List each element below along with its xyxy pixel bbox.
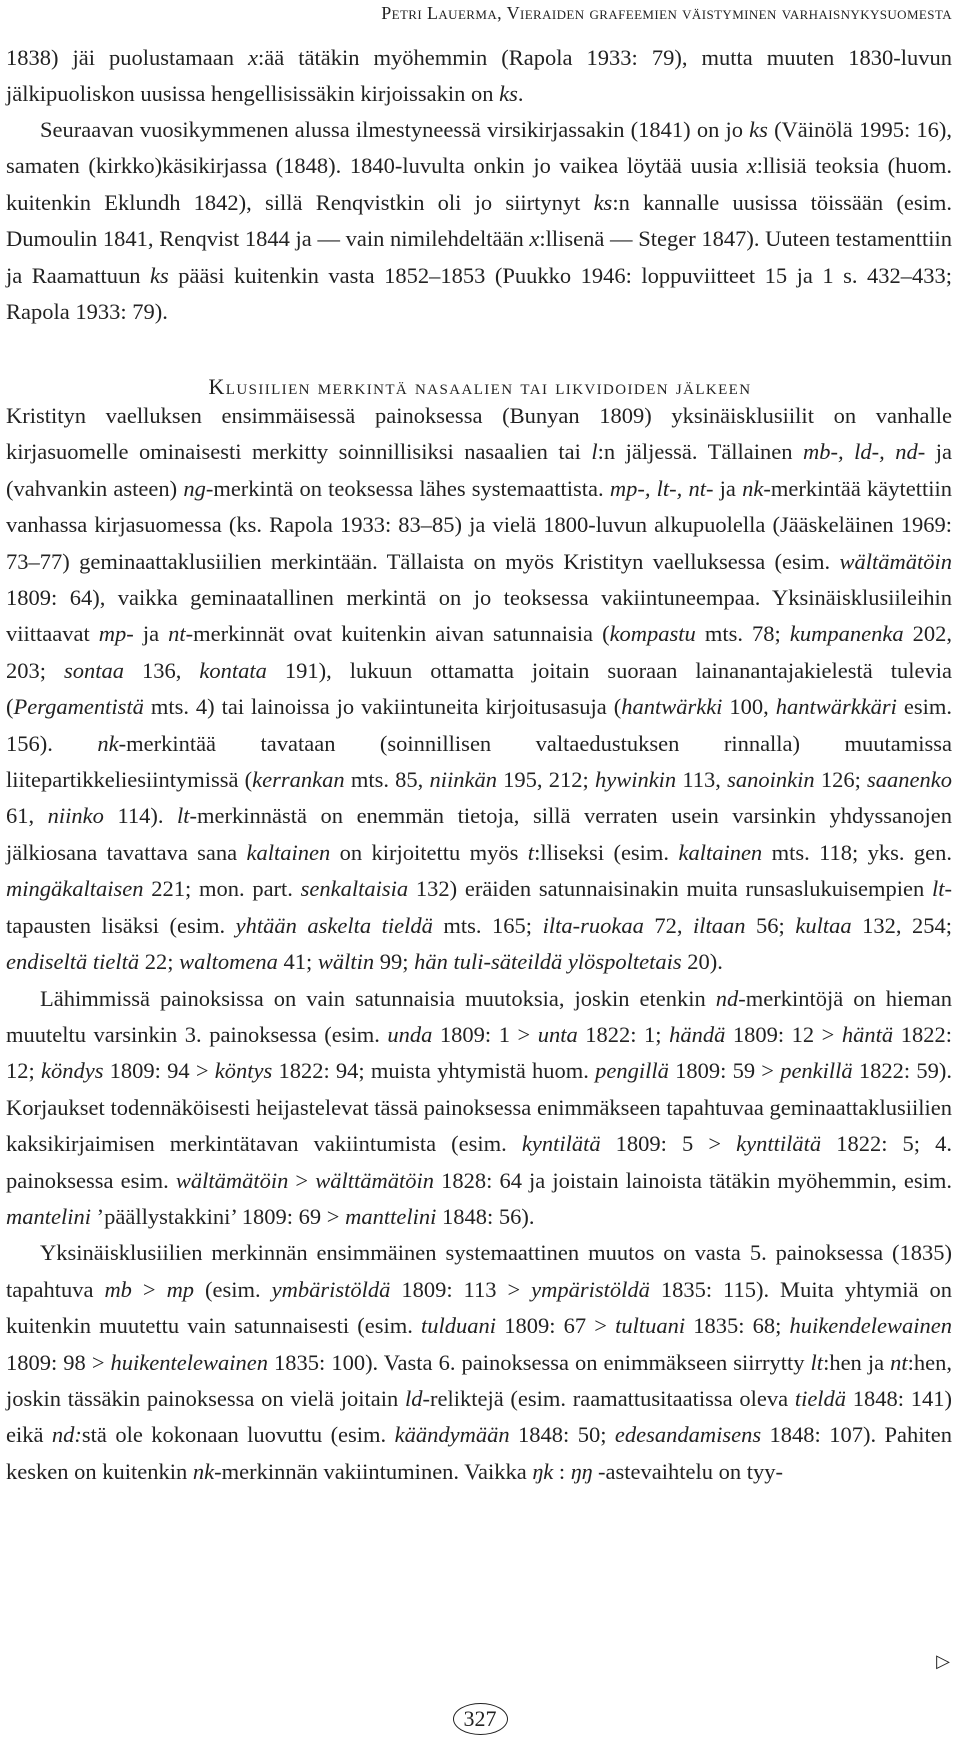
italic-term: tieldä [794, 1385, 847, 1411]
page-number: 327 [453, 1703, 508, 1735]
italic-term: x [248, 45, 259, 70]
italic-term: hantwärkki [621, 694, 723, 720]
italic-term: ilta-ruokaa [542, 912, 644, 938]
italic-term: kompastu [609, 621, 696, 647]
italic-term: mp [166, 1276, 195, 1302]
italic-term: ks [593, 189, 613, 215]
italic-term: ks [749, 117, 768, 142]
italic-term: mp-, lt-, nt- [609, 475, 714, 501]
italic-term: häntä [841, 1021, 894, 1047]
italic-term: unta [537, 1021, 578, 1047]
italic-term: ŋŋ [570, 1458, 593, 1484]
italic-term: wältämätöin [839, 548, 952, 574]
section-body [6, 398, 952, 1490]
section-heading: Klusiilien merkintä nasaalien tai likvidoiden jälkeen [208, 374, 752, 399]
italic-term: yhtään askelta tieldä [235, 912, 433, 938]
italic-term: x [746, 153, 757, 179]
italic-term: nd [715, 985, 739, 1011]
italic-term: pengillä [595, 1058, 669, 1084]
italic-term: wältin [317, 949, 375, 975]
italic-term: nk [97, 730, 119, 756]
italic-term: kaltainen [678, 839, 763, 865]
italic-term: ŋk [532, 1458, 554, 1484]
italic-term: mb-, ld-, nd- [803, 439, 926, 465]
italic-term: edesandamisens [614, 1422, 762, 1448]
italic-term: nk [192, 1458, 215, 1484]
italic-term: wältämätöin [175, 1167, 289, 1193]
italic-term: tultuani [615, 1313, 686, 1339]
paragraph-4: Yksinäisklusiilien merkinnän ensimmäinen systemaattinen muutos on vasta 5. painoksessa (1835) tapahtuva mb > mp (esim. ymbäristöldä 1809: 113 > ympäristöldä 1835: 115). Muita yhtymiä on kuitenkin muutettu vain satunnaisesti (esim. tulduani 1809: 67 > tultuani 1835: 68; huikendelewainen 1809: 98 > huikentelewainen 1835: 100). Vasta 6. painoksessa on enimmäkseen siirrytty lt:hen ja nt:hen, joskin tässäkin painoksessa on vielä joitain ld-reliktejä (esim. raamattusitaatissa oleva tieldä 1848: 141) eikä nd:stä ole kokonaan luovuttu (esim. käändymään 1848: 50; edesandamisens 1848: 107). Pahiten kesken on kuitenkin nk-merkinnän vakiintuminen. Vaikka ŋk : ŋŋ -astevaihtelu on tyy- [6, 1240, 952, 1484]
italic-term: sontaa [64, 657, 125, 683]
italic-term: kontata [199, 657, 267, 683]
italic-term: l [591, 439, 598, 465]
italic-term: kerrankan [252, 767, 345, 793]
italic-term: manttelini [345, 1203, 437, 1229]
paragraph-3: Lähimmissä painoksissa on vain satunnaisia muutoksia, joskin etenkin nd-merkintöjä on hieman muuteltu varsinkin 3. painoksessa (esim. unda 1809: 1 > unta 1822: 1; händä 1809: 12 > häntä 1822: 12; köndys 1809: 94 > köntys 1822: 94; muista yhtymistä huom. pengillä 1809: 59 > penkillä 1822: 59). Korjaukset todennäköisesti heijastelevat tässä painoksessa enimmäkseen tapahtuvaa geminaattaklusiilien kaksikirjaimisen merkintätavan vakiintumista (esim. kyntilätä 1809: 5 > kynttilätä 1822: 5; 4. painoksessa esim. wältämätöin > wälttämätöin 1828: 64 ja joistain lainoista tätäkin myöhemmin, esim. mantelini ’päällystakkini’ 1809: 69 > manttelini 1848: 56). [6, 985, 952, 1229]
italic-term: mingäkaltaisen [6, 876, 144, 902]
italic-term: lt [177, 803, 190, 829]
italic-term: lt [810, 1349, 824, 1375]
italic-term: köndys [40, 1058, 104, 1084]
italic-term: Pergamentistä [13, 694, 144, 720]
italic-term: lt [932, 876, 945, 902]
italic-term: händä [669, 1021, 726, 1047]
italic-term: ks [149, 262, 169, 288]
italic-term: tulduani [421, 1313, 497, 1339]
italic-term: endiseltä tieltä [6, 949, 140, 975]
italic-term: nk [742, 475, 764, 501]
page-footer [0, 1703, 960, 1735]
italic-term: nt [890, 1349, 908, 1375]
italic-term: huikentelewainen [110, 1349, 268, 1375]
italic-term: wälttämätöin [315, 1167, 434, 1193]
italic-term: hantwärkkäri [775, 694, 897, 720]
italic-term: ympäristöldä [531, 1276, 650, 1302]
italic-term: niinko [47, 803, 104, 829]
italic-term: ks [499, 81, 518, 107]
italic-term: kultaa [795, 912, 852, 938]
italic-term: sanoinkin [727, 767, 815, 793]
italic-term: niinkän [429, 767, 497, 793]
italic-term: unda [387, 1021, 433, 1047]
italic-term: köntys [214, 1058, 273, 1084]
italic-term: kaltainen [246, 839, 331, 865]
continuation-arrow-icon: ▷ [936, 1651, 950, 1672]
italic-term: kynttilätä [736, 1131, 822, 1157]
paragraph-0: 1838) jäi puolustamaan x:ää tätäkin myöhemmin (Rapola 1933: 79), mutta muuten 1830-luvun jälkipuoliskon uusissa hengellisissäkin kirjoissakin on ks. [6, 45, 952, 107]
running-head: Petri Lauerma, Vieraiden grafeemien väistyminen varhaisnykysuomesta [381, 3, 952, 23]
italic-term: kyntilätä [521, 1131, 601, 1157]
italic-term: waltomena [179, 949, 278, 975]
italic-term: penkillä [780, 1058, 853, 1084]
italic-term: saanenko [867, 767, 952, 793]
italic-term: hywinkin [594, 767, 677, 793]
italic-term: mantelini [6, 1203, 91, 1229]
italic-term: nt [168, 621, 186, 647]
italic-term: t [527, 839, 535, 865]
italic-term: nd: [51, 1422, 82, 1448]
italic-term: ymbäristöldä [271, 1276, 391, 1302]
italic-term: käändymään [394, 1422, 510, 1448]
paragraph-2: Kristityn vaelluksen ensimmäisessä painoksessa (Bunyan 1809) yksinäisklusiilit on vanhalle kirjasuomelle ominaisesti merkitty soinnillisiksi nasaalien tai l:n jäljessä. Tällainen mb-, ld-, nd- ja (vahvankin asteen) ng-merkintä on teoksessa lähes systemaattista. mp-, lt-, nt- ja nk-merkintää käytettiin vanhassa kirjasuomessa (ks. Rapola 1933: 83–85) ja vielä 1800-luvun alkupuolella (Jääskeläinen 1969: 73–77) geminaattaklusiilien merkintään. Tällaista on myös Kristityn vaelluksessa (esim. wältämätöin 1809: 64), vaikka geminaatallinen merkintä on jo teoksessa vakiintuneempaa. Yksinäisklusiileihin viittaavat mp- ja nt-merkinnät ovat kuitenkin aivan satunnaisia (kompastu mts. 78; kumpanenka 202, 203; sontaa 136, kontata 191), lukuun ottamatta joitain suoraan lainanantajakielestä tulevia (Pergamentistä mts. 4) tai lainoissa jo vakiintuneita kirjoitusasuja (hantwärkki 100, hantwärkkäri esim. 156). nk-merkintää tavataan (soinnillisen valtaedustuksen rinnalla) muutamissa liitepartikkeliesiintymissä (kerrankan mts. 85, niinkän 195, 212; hywinkin 113, sanoinkin 126; saanenko 61, niinko 114). lt-merkinnästä on enemmän tietoja, sillä verraten usein varsinkin yhdyssanojen jälkiosana tavattava sana kaltainen on kirjoitettu myös t:lliseksi (esim. kaltainen mts. 118; yks. gen. mingäkaltaisen 221; mon. part. senkaltaisia 132) eräiden satunnaisinakin muita runsaslukuisempien lt-tapausten lisäksi (esim. yhtään askelta tieldä mts. 165; ilta-ruokaa 72, iltaan 56; kultaa 132, 254; endiseltä tieltä 22; waltomena 41; wältin 99; hän tuli-säteildä ylöspoltetais 20). [6, 403, 953, 975]
italic-term: ld [404, 1385, 423, 1411]
italic-term: mp- [98, 621, 134, 647]
italic-term: ng [183, 475, 206, 501]
paragraph-1: Seuraavan vuosikymmenen alussa ilmestyneessä virsikirjassakin (1841) on jo ks (Väinölä 1995: 16), samaten (kirkko)käsikirjassa (1848). 1840-luvulta onkin jo vaikea löytää uusia x:llisiä teoksia (huom. kuitenkin Eklundh 1842), sillä Renqvistkin oli jo siirtynyt ks:n kannalle uusissa töissään (esim. Dumoulin 1841, Renqvist 1844 ja — vain nimilehdeltään x:llisenä — Steger 1847). Uuteen testamenttiin ja Raamattuun ks pääsi kuitenkin vasta 1852–1853 (Puukko 1946: loppuviitteet 15 ja 1 s. 432–433; Rapola 1933: 79). [6, 117, 953, 325]
paragraph-postverbal [6, 112, 952, 330]
italic-term: mb [104, 1276, 132, 1302]
italic-term: kumpanenka [789, 621, 904, 647]
italic-term: senkaltaisia [300, 876, 409, 902]
italic-term: iltaan [693, 912, 746, 938]
italic-term: huikendelewainen [789, 1313, 952, 1339]
italic-term: hän tuli-säteildä ylöspoltetais [414, 949, 682, 975]
italic-term: x [529, 226, 540, 252]
paragraph-continued [6, 40, 952, 113]
